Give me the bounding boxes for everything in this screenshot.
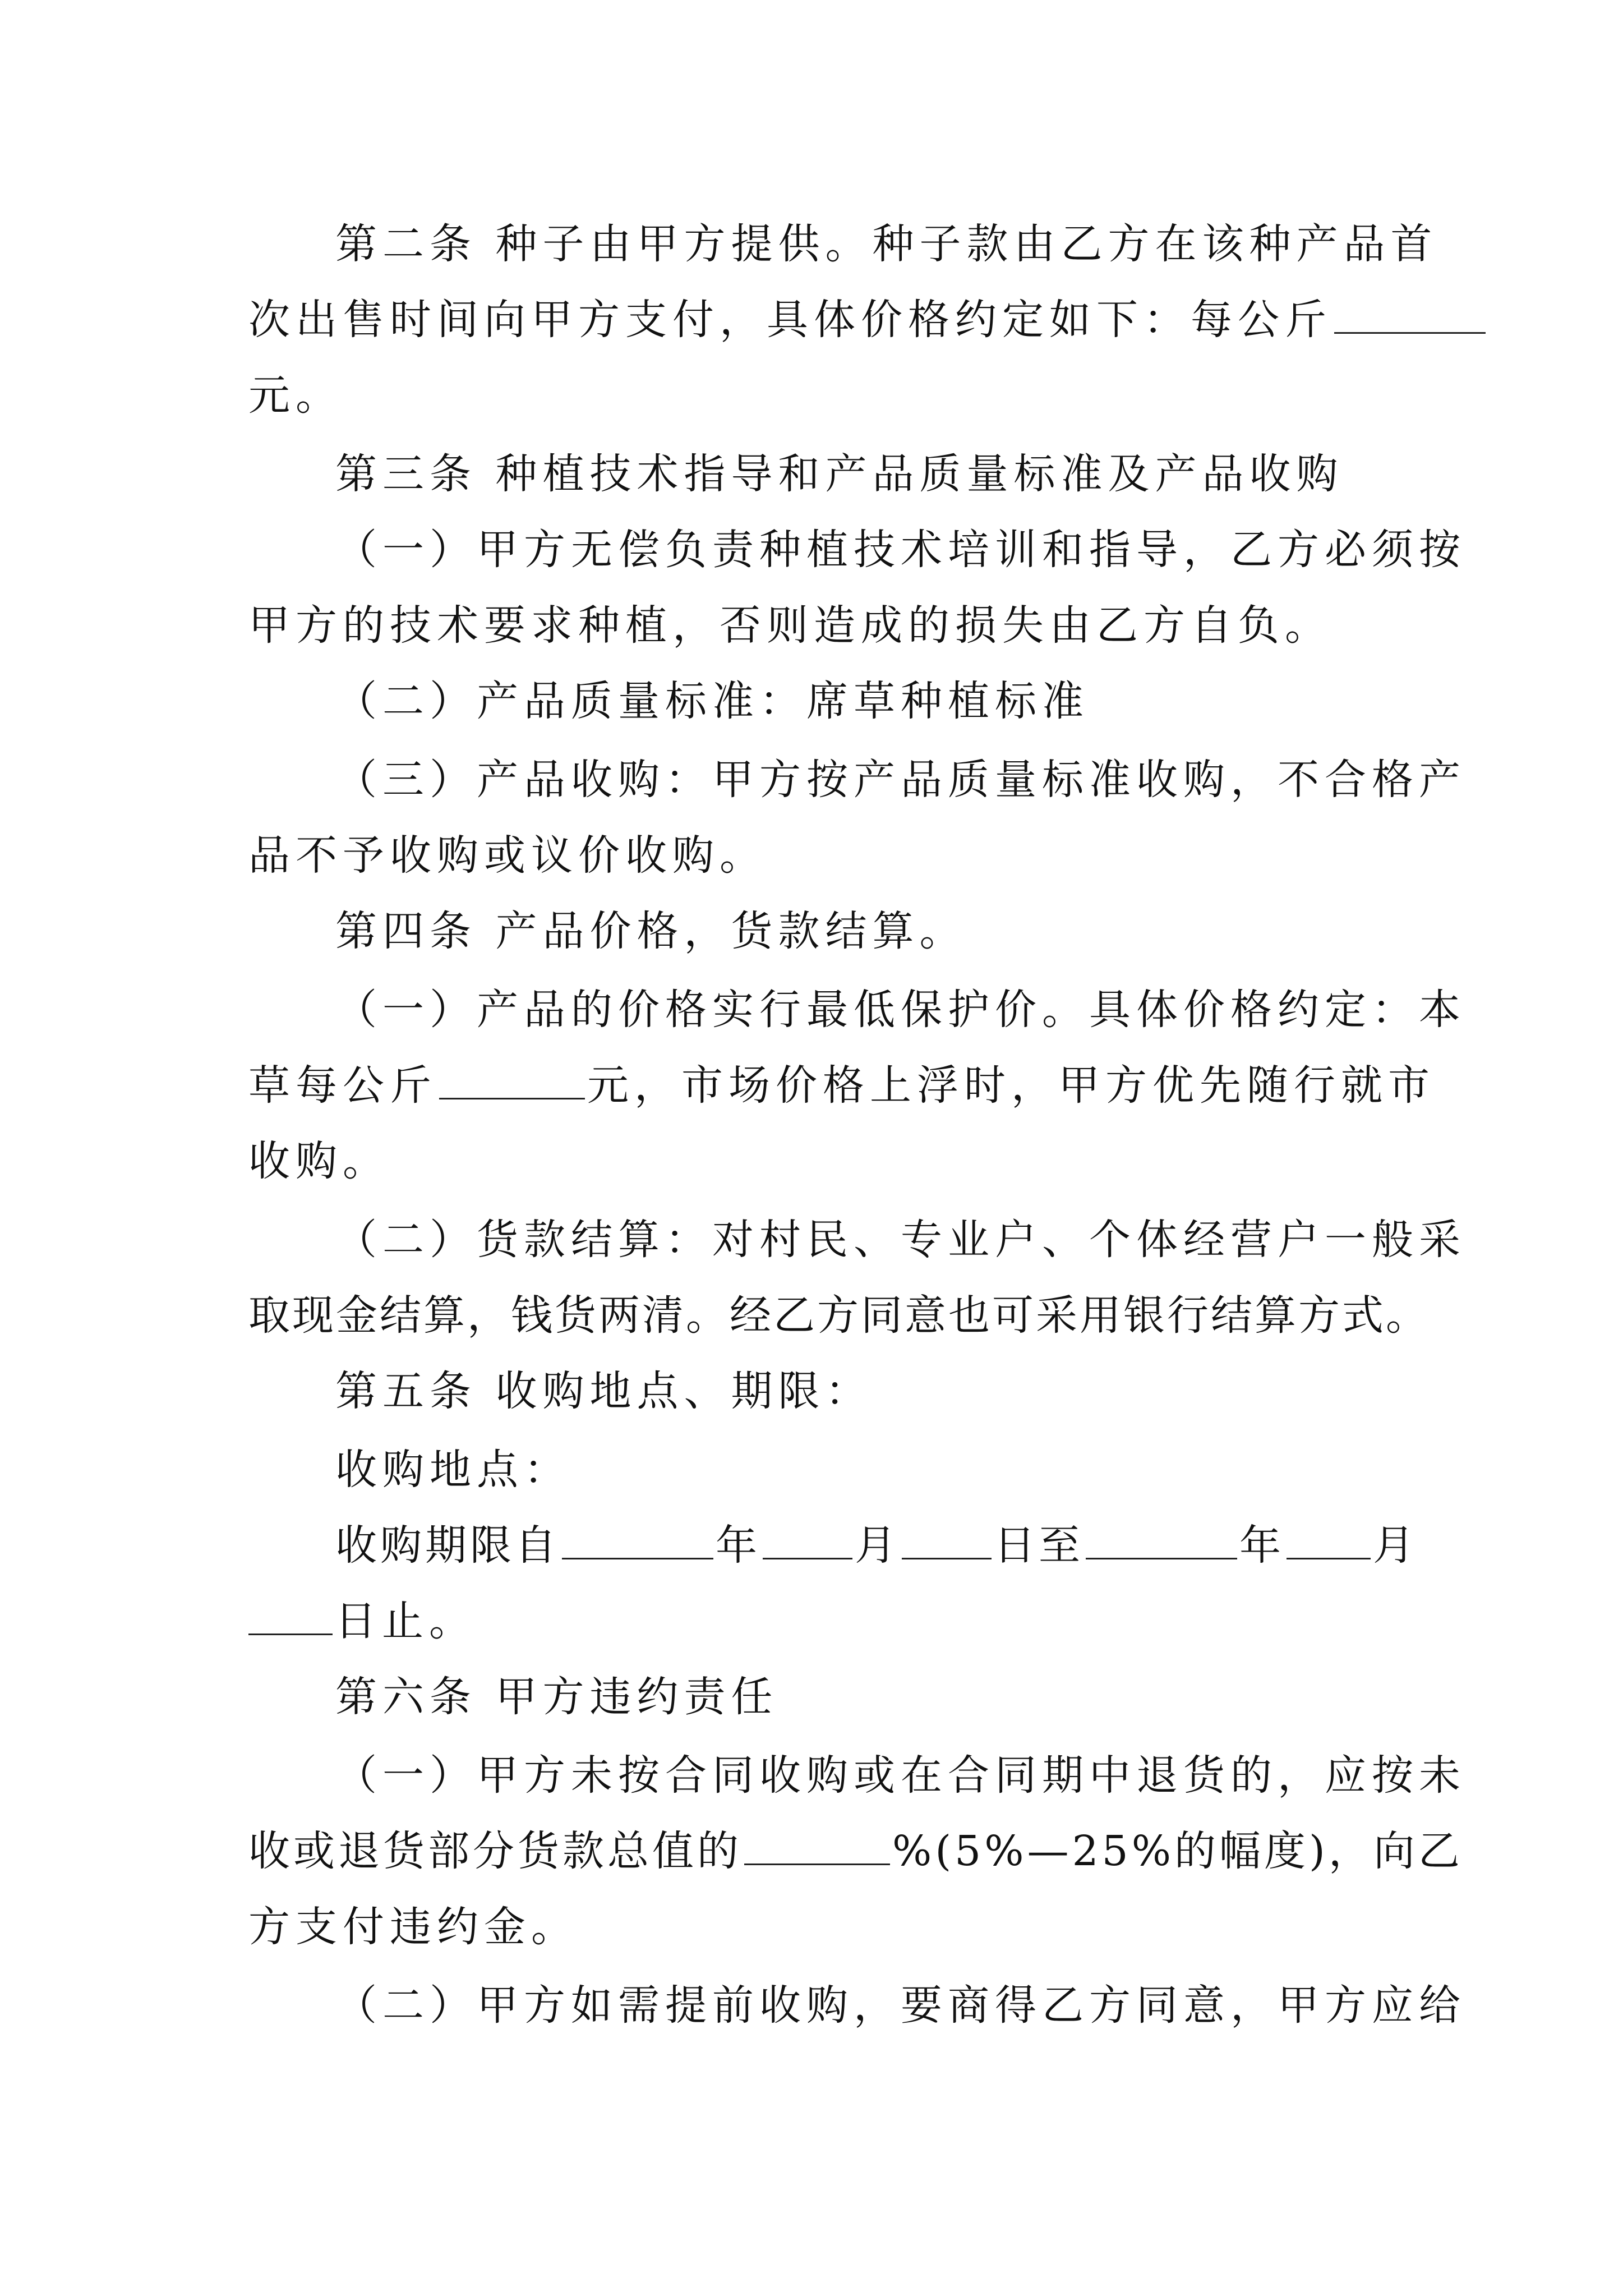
article4-item1-line1: （一）产品的价格实行最低保护价。具体价格约定：本 xyxy=(335,986,1466,1034)
article4-item2-line1: （二）货款结算：对村民、专业户、个体经营户一般采 xyxy=(335,1216,1466,1264)
article6-item2-line1: （二）甲方如需提前收购，要商得乙方同意，甲方应给 xyxy=(335,1981,1466,2030)
article4-item1-line3: 收购。 xyxy=(248,1137,390,1185)
article6-item1-line3: 方支付违约金。 xyxy=(248,1903,578,1951)
percent-blank xyxy=(744,1830,890,1865)
article2-line2: 次出售时间向甲方支付，具体价格约定如下：每公斤 xyxy=(248,292,1488,348)
article6-item1-line2: 收或退货部分货款总值的 %(5%—25%的幅度)，向乙 xyxy=(248,1827,1463,1875)
article6-item1-line1: （一）甲方未按合同收购或在合同期中退货的，应按未 xyxy=(335,1751,1466,1800)
article3-item1-line2: 甲方的技术要求种植，否则造成的损失由乙方自负。 xyxy=(248,601,1332,650)
article3-item3-line2: 品不予收购或议价收购。 xyxy=(248,831,767,880)
article3-item3-line1: （三）产品收购：甲方按产品质量标准收购，不合格产 xyxy=(335,756,1466,804)
article5-period-line: 收购期限自 年 月 日至 年 月 xyxy=(335,1521,1418,1570)
article4-item2-line2: 取现金结算，钱货两清。经乙方同意也可采用银行结算方式。 xyxy=(248,1291,1430,1340)
day-blank xyxy=(248,1600,333,1635)
article4-item1-line2: 草每公斤 元，市场价格上浮时，甲方优先随行就市 xyxy=(248,1061,1435,1110)
article5-title: 第五条 收购地点、期限： xyxy=(335,1367,873,1415)
month-blank xyxy=(1287,1524,1371,1559)
article3-title: 第三条 种植技术指导和产品质量标准及产品收购 xyxy=(335,450,1344,498)
day-blank xyxy=(902,1524,992,1559)
article2-line1: 第二条 种子由甲方提供。种子款由乙方在该种产品首 xyxy=(335,220,1438,268)
article6-title: 第六条 甲方违约责任 xyxy=(335,1673,778,1721)
price-blank xyxy=(439,1064,585,1099)
month-blank xyxy=(763,1524,852,1559)
year-blank xyxy=(562,1524,713,1559)
article5-place: 收购地点： xyxy=(335,1446,571,1494)
price-blank xyxy=(1334,298,1486,334)
article3-item2: （二）产品质量标准：席草种植标准 xyxy=(335,677,1089,725)
article5-period-end: 日止。 xyxy=(248,1593,476,1649)
year-blank xyxy=(1086,1524,1237,1559)
article3-item1-line1: （一）甲方无偿负责种植技术培训和指导，乙方必须按 xyxy=(335,526,1466,574)
article4-title: 第四条 产品价格，货款结算。 xyxy=(335,907,967,955)
article2-line3: 元。 xyxy=(248,371,343,420)
